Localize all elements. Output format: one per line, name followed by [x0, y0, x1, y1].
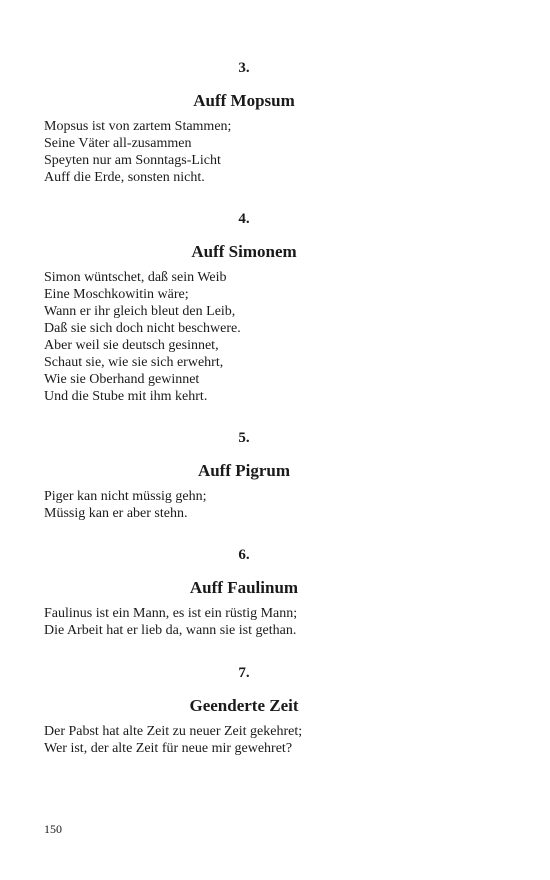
poem-number: 7.: [238, 665, 250, 681]
poem-5: [44, 429, 444, 522]
poem-line: Auff die Erde, sonsten nicht.: [44, 170, 205, 185]
poem-3: [44, 59, 444, 186]
poem-6: [44, 546, 444, 639]
poem-line: Wer ist, der alte Zeit für neue mir gewehret?: [44, 741, 293, 756]
poem-body: [44, 723, 444, 757]
poem-title: Auff Pigrum: [197, 461, 291, 480]
poem-line: Die Arbeit hat er lieb da, wann sie ist gethan.: [44, 623, 297, 638]
poem-line: Müssig kan er aber stehn.: [44, 506, 188, 521]
poem-number: 4.: [238, 211, 250, 227]
poem-line: Schaut sie, wie sie sich erwehrt,: [44, 355, 224, 370]
poem-line: Seine Väter all-zusammen: [44, 136, 192, 151]
poem-line: Und die Stube mit ihm kehrt.: [44, 389, 208, 404]
poem-title: Auff Faulinum: [189, 578, 299, 597]
poem-line: Speyten nur am Sonntags-Licht: [44, 153, 221, 168]
poem-line: Aber weil sie deutsch gesinnet,: [44, 338, 219, 353]
poem-line: Wie sie Oberhand gewinnet: [44, 372, 200, 387]
poem-body: [44, 269, 444, 405]
poem-body: [44, 605, 444, 639]
poem-line: Faulinus ist ein Mann, es ist ein rüstig Mann;: [44, 606, 298, 621]
poem-line: Mopsus ist von zartem Stammen;: [44, 119, 232, 134]
poem-line: Piger kan nicht müssig gehn;: [44, 489, 207, 504]
poem-number: 3.: [238, 60, 250, 76]
poem-line: Simon wüntschet, daß sein Weib: [44, 270, 227, 285]
page-number: 150: [44, 822, 62, 836]
poem-number: 5.: [238, 430, 250, 446]
poem-line: Der Pabst hat alte Zeit zu neuer Zeit gekehret;: [44, 724, 303, 739]
poem-body: [44, 118, 444, 186]
poem-title: Auff Simonem: [191, 242, 297, 261]
poem-body: [44, 488, 444, 522]
poem-title: Geenderte Zeit: [189, 696, 299, 715]
poem-line: Wann er ihr gleich bleut den Leib,: [44, 304, 236, 319]
poem-7: [44, 664, 444, 757]
poem-number: 6.: [238, 547, 250, 563]
poem-line: Daß sie sich doch nicht beschwere.: [44, 321, 241, 336]
poem-title: Auff Mopsum: [193, 91, 295, 110]
poem-line: Eine Moschkowitin wäre;: [44, 287, 189, 302]
poem-4: [44, 210, 444, 405]
